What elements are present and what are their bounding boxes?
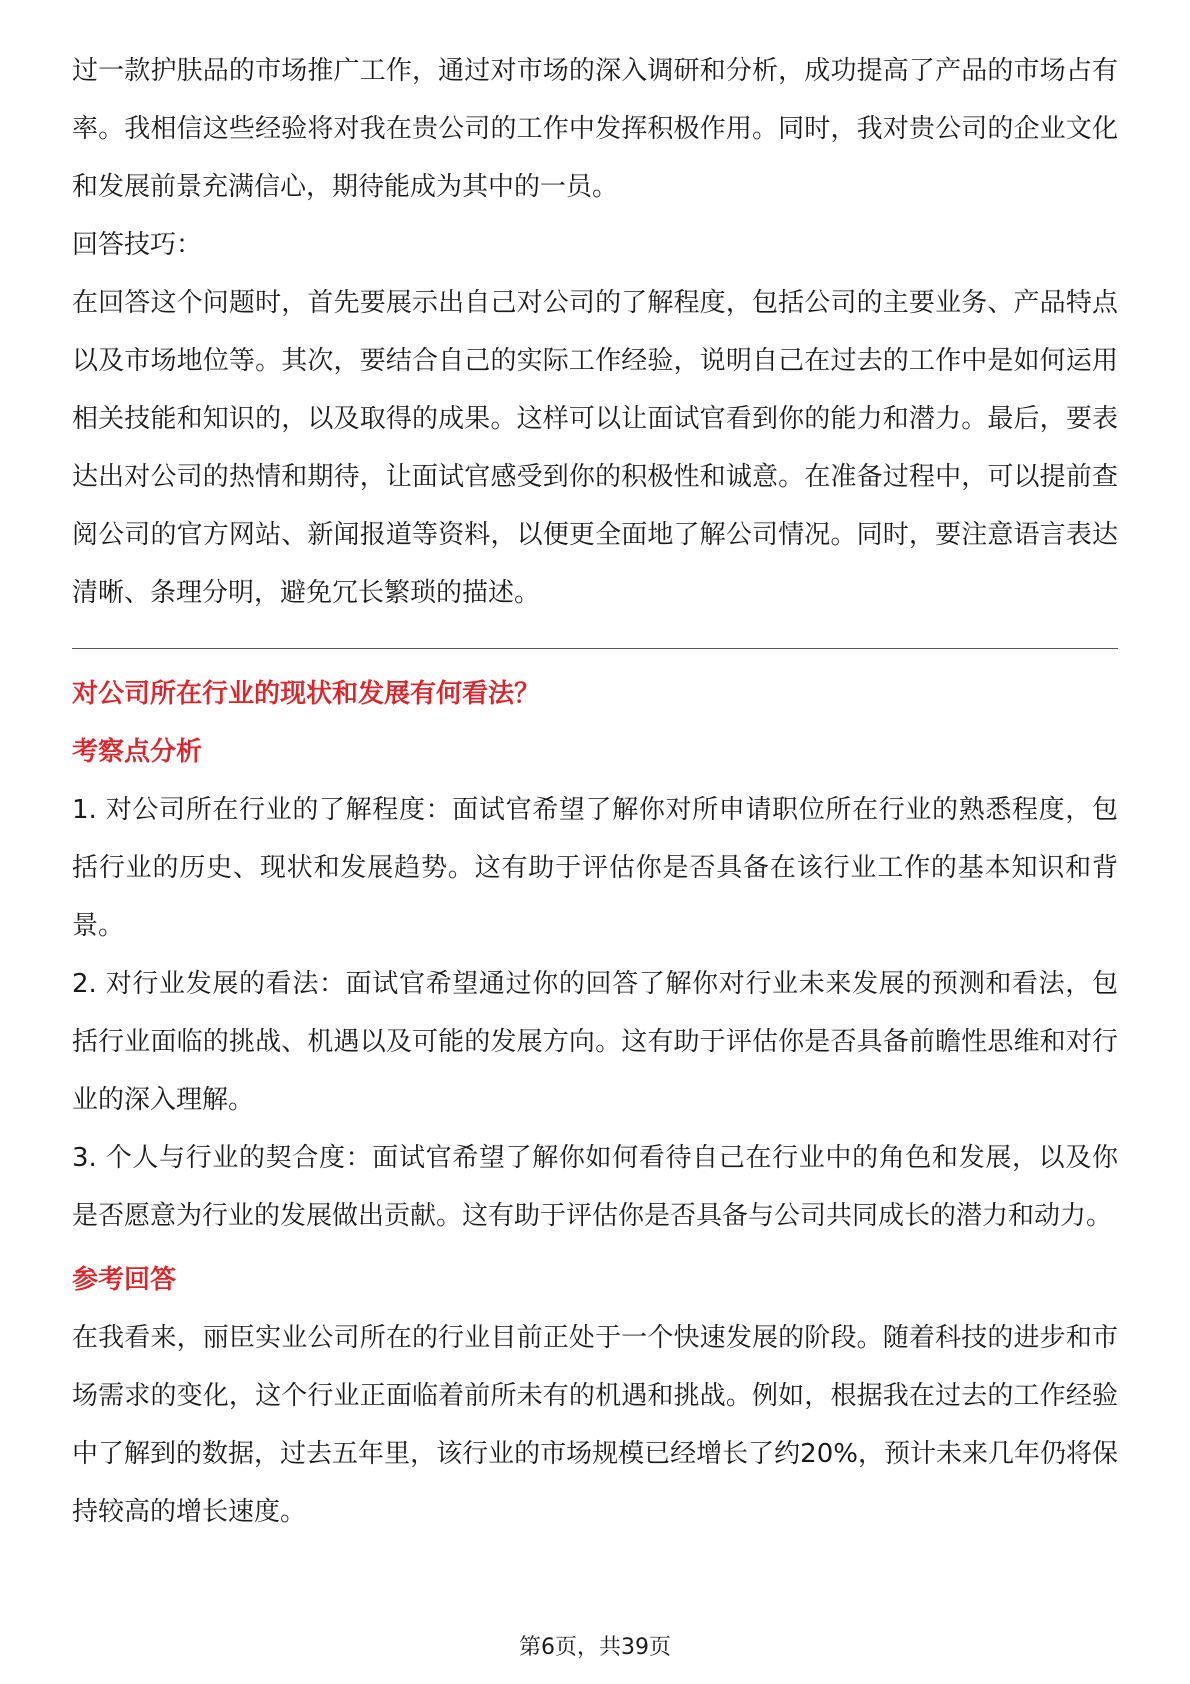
section-divider bbox=[72, 648, 1118, 649]
question-title: 对公司所在行业的现状和发展有何看法？ bbox=[72, 679, 541, 709]
reference-heading: 参考回答 bbox=[72, 1265, 177, 1295]
continued-answer-paragraph: 过一款护肤品的市场推广工作，通过对市场的深入调研和分析，成功提高了产品的市场占有率。我相信这些经验将对我在贵公司的工作中发挥积极作用。同时，我对贵公司的企业文化和发展前景充满信心，期待能成为其中的一员。 bbox=[72, 56, 1118, 202]
tips-paragraph: 在回答这个问题时，首先要展示出自己对公司的了解程度，包括公司的主要业务、产品特点以及市场地位等。其次，要结合自己的实际工作经验，说明自己在过去的工作中是如何运用相关技能和知识的，以及取得的成果。这样可以让面试官看到你的能力和潜力。最后，要表达出对公司的热情和期待，让面试官感受到你的积极性和诚意。在准备过程中，可以提前查阅公司的官方网站、新闻报道等资料，以便更全面地了解公司情况。同时，要注意语言表达清晰、条理分明，避免冗长繁琐的描述。 bbox=[72, 288, 1118, 608]
document-body bbox=[72, 42, 1118, 1541]
analysis-point-2: 2. 对行业发展的看法：面试官希望通过你的回答了解你对行业未来发展的预测和看法，包括行业面临的挑战、机遇以及可能的发展方向。这有助于评估你是否具备前瞻性思维和对行业的深入理解。 bbox=[72, 969, 1118, 1115]
analysis-point-1: 1. 对公司所在行业的了解程度：面试官希望了解你对所申请职位所在行业的熟悉程度，包括行业的历史、现状和发展趋势。这有助于评估你是否具备在该行业工作的基本知识和背景。 bbox=[72, 795, 1118, 941]
reference-paragraph: 在我看来，丽臣实业公司所在的行业目前正处于一个快速发展的阶段。随着科技的进步和市场需求的变化，这个行业正面临着前所未有的机遇和挑战。例如，根据我在过去的工作经验中了解到的数据，过去五年里，该行业的市场规模已经增长了约20%，预计未来几年仍将保持较高的增长速度。 bbox=[72, 1323, 1118, 1527]
page-number: 第6页，共39页 bbox=[519, 1635, 671, 1660]
analysis-point-3: 3. 个人与行业的契合度：面试官希望了解你如何看待自己在行业中的角色和发展，以及你是否愿意为行业的发展做出贡献。这有助于评估你是否具备与公司共同成长的潜力和动力。 bbox=[72, 1143, 1118, 1231]
analysis-heading: 考察点分析 bbox=[72, 737, 203, 767]
tips-label: 回答技巧： bbox=[72, 230, 203, 260]
